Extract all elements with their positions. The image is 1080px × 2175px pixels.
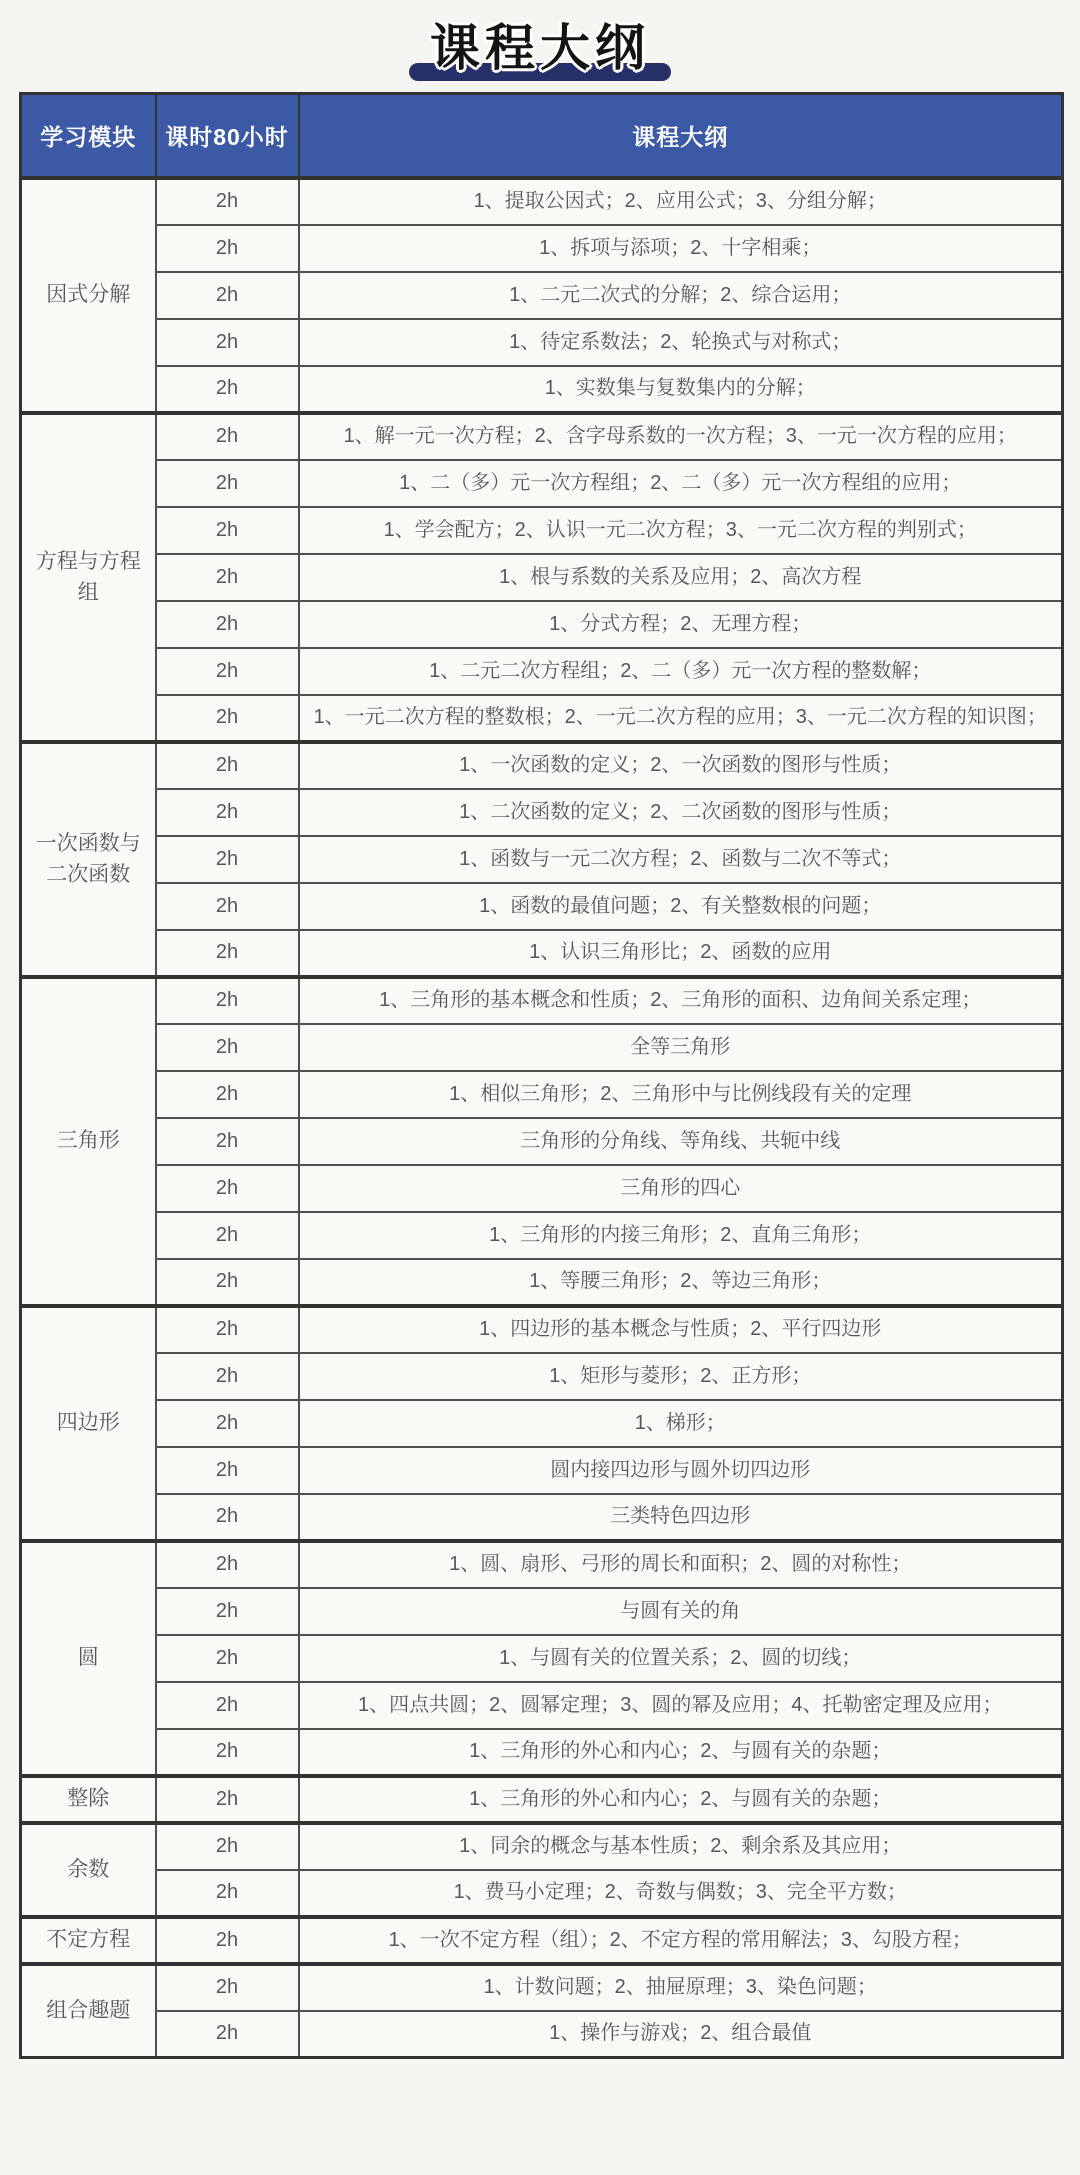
hours-cell: 2h (156, 1776, 299, 1823)
table-row (21, 930, 1063, 977)
module-cell: 整除 (21, 1776, 156, 1823)
module-cell: 不定方程 (21, 1917, 156, 1964)
hours-cell: 2h (156, 1870, 299, 1917)
outline-cell: 全等三角形 (299, 1024, 1063, 1071)
hours-cell: 2h (156, 1259, 299, 1306)
table-row (21, 1165, 1063, 1212)
table-row (21, 319, 1063, 366)
outline-cell: 与圆有关的角 (299, 1588, 1063, 1635)
table-row (21, 742, 1063, 789)
hours-cell: 2h (156, 1635, 299, 1682)
table-row (21, 789, 1063, 836)
table-row (21, 836, 1063, 883)
outline-cell: 1、一元二次方程的整数根；2、一元二次方程的应用；3、一元二次方程的知识图； (299, 695, 1063, 742)
header-cell-outline: 课程大纲 (299, 94, 1063, 178)
hours-cell: 2h (156, 1447, 299, 1494)
outline-cell: 1、操作与游戏；2、组合最值 (299, 2011, 1063, 2058)
table-row (21, 1400, 1063, 1447)
hours-cell: 2h (156, 930, 299, 977)
table-row (21, 225, 1063, 272)
table-row (21, 1917, 1063, 1964)
module-cell: 四边形 (21, 1306, 156, 1541)
table-row (21, 1823, 1063, 1870)
outline-cell: 1、四边形的基本概念与性质；2、平行四边形 (299, 1306, 1063, 1353)
hours-cell: 2h (156, 1353, 299, 1400)
outline-cell: 三角形的四心 (299, 1165, 1063, 1212)
hours-cell: 2h (156, 413, 299, 460)
module-cell: 一次函数与二次函数 (21, 742, 156, 977)
hours-cell: 2h (156, 225, 299, 272)
hours-cell: 2h (156, 1494, 299, 1541)
outline-cell: 1、四点共圆；2、圆幂定理；3、圆的幂及应用；4、托勒密定理及应用； (299, 1682, 1063, 1729)
outline-cell: 1、计数问题；2、抽屉原理；3、染色问题； (299, 1964, 1063, 2011)
hours-cell: 2h (156, 554, 299, 601)
hours-cell: 2h (156, 1588, 299, 1635)
outline-cell: 1、三角形的外心和内心；2、与圆有关的杂题； (299, 1729, 1063, 1776)
hours-cell: 2h (156, 1964, 299, 2011)
table-row (21, 1306, 1063, 1353)
table-row (21, 2011, 1063, 2058)
header-cell-module: 学习模块 (21, 94, 156, 178)
table-row (21, 1259, 1063, 1306)
outline-cell: 1、认识三角形比；2、函数的应用 (299, 930, 1063, 977)
outline-cell: 1、与圆有关的位置关系；2、圆的切线； (299, 1635, 1063, 1682)
table-row (21, 977, 1063, 1024)
outline-cell: 1、实数集与复数集内的分解； (299, 366, 1063, 413)
table-row (21, 1964, 1063, 2011)
outline-cell: 1、相似三角形；2、三角形中与比例线段有关的定理 (299, 1071, 1063, 1118)
hours-cell: 2h (156, 507, 299, 554)
table-row (21, 1071, 1063, 1118)
module-cell: 方程与方程组 (21, 413, 156, 742)
hours-cell: 2h (156, 1071, 299, 1118)
outline-cell: 1、根与系数的关系及应用；2、高次方程 (299, 554, 1063, 601)
table-row (21, 1118, 1063, 1165)
outline-cell: 三角形的分角线、等角线、共轭中线 (299, 1118, 1063, 1165)
outline-cell: 1、圆、扇形、弓形的周长和面积；2、圆的对称性； (299, 1541, 1063, 1588)
header-cell-hours: 课时80小时 (156, 94, 299, 178)
table-row (21, 695, 1063, 742)
outline-cell: 1、梯形； (299, 1400, 1063, 1447)
module-cell: 三角形 (21, 977, 156, 1306)
outline-cell: 1、函数的最值问题；2、有关整数根的问题； (299, 883, 1063, 930)
table-row (21, 178, 1063, 225)
table-row (21, 1494, 1063, 1541)
hours-cell: 2h (156, 883, 299, 930)
hours-cell: 2h (156, 1306, 299, 1353)
table-row (21, 1024, 1063, 1071)
outline-cell: 1、分式方程；2、无理方程； (299, 601, 1063, 648)
outline-cell: 1、学会配方；2、认识一元二次方程；3、一元二次方程的判别式； (299, 507, 1063, 554)
hours-cell: 2h (156, 1118, 299, 1165)
table-row (21, 1776, 1063, 1823)
hours-cell: 2h (156, 1917, 299, 1964)
hours-cell: 2h (156, 272, 299, 319)
hours-cell: 2h (156, 977, 299, 1024)
hours-cell: 2h (156, 2011, 299, 2058)
hours-cell: 2h (156, 1823, 299, 1870)
hours-cell: 2h (156, 601, 299, 648)
hours-cell: 2h (156, 1165, 299, 1212)
module-cell: 圆 (21, 1541, 156, 1776)
outline-cell: 1、三角形的基本概念和性质；2、三角形的面积、边角间关系定理； (299, 977, 1063, 1024)
table-header-row (21, 94, 1063, 178)
outline-cell: 1、解一元一次方程；2、含字母系数的一次方程；3、一元一次方程的应用； (299, 413, 1063, 460)
outline-cell: 1、二元二次方程组；2、二（多）元一次方程的整数解； (299, 648, 1063, 695)
table-row (21, 1212, 1063, 1259)
table-row (21, 366, 1063, 413)
table-row (21, 1870, 1063, 1917)
page-header (0, 0, 1080, 92)
table-row (21, 460, 1063, 507)
page-title: 课程大纲 (430, 20, 650, 76)
outline-cell: 1、三角形的外心和内心；2、与圆有关的杂题； (299, 1776, 1063, 1823)
outline-cell: 1、费马小定理；2、奇数与偶数；3、完全平方数； (299, 1870, 1063, 1917)
table-row (21, 1729, 1063, 1776)
outline-cell: 圆内接四边形与圆外切四边形 (299, 1447, 1063, 1494)
hours-cell: 2h (156, 695, 299, 742)
hours-cell: 2h (156, 1729, 299, 1776)
outline-cell: 1、同余的概念与基本性质；2、剩余系及其应用； (299, 1823, 1063, 1870)
table-row (21, 554, 1063, 601)
hours-cell: 2h (156, 1212, 299, 1259)
outline-cell: 1、三角形的内接三角形；2、直角三角形； (299, 1212, 1063, 1259)
outline-cell: 1、提取公因式；2、应用公式；3、分组分解； (299, 178, 1063, 225)
outline-cell: 1、矩形与菱形；2、正方形； (299, 1353, 1063, 1400)
hours-cell: 2h (156, 836, 299, 883)
outline-cell: 1、等腰三角形；2、等边三角形； (299, 1259, 1063, 1306)
module-cell: 余数 (21, 1823, 156, 1917)
outline-cell: 1、待定系数法；2、轮换式与对称式； (299, 319, 1063, 366)
outline-cell: 1、二（多）元一次方程组；2、二（多）元一次方程组的应用； (299, 460, 1063, 507)
table-row (21, 1635, 1063, 1682)
table-body (21, 178, 1063, 2058)
module-cell: 组合趣题 (21, 1964, 156, 2058)
table-row (21, 1682, 1063, 1729)
outline-cell: 1、二次函数的定义；2、二次函数的图形与性质； (299, 789, 1063, 836)
hours-cell: 2h (156, 319, 299, 366)
hours-cell: 2h (156, 742, 299, 789)
table-row (21, 1447, 1063, 1494)
table-row (21, 648, 1063, 695)
outline-cell: 1、二元二次式的分解；2、综合运用； (299, 272, 1063, 319)
outline-cell: 1、一次不定方程（组）；2、不定方程的常用解法；3、勾股方程； (299, 1917, 1063, 1964)
table-row (21, 1353, 1063, 1400)
outline-cell: 三类特色四边形 (299, 1494, 1063, 1541)
hours-cell: 2h (156, 789, 299, 836)
outline-cell: 1、一次函数的定义；2、一次函数的图形与性质； (299, 742, 1063, 789)
hours-cell: 2h (156, 1541, 299, 1588)
table-row (21, 1541, 1063, 1588)
hours-cell: 2h (156, 366, 299, 413)
table-row (21, 1588, 1063, 1635)
hours-cell: 2h (156, 1682, 299, 1729)
table-row (21, 601, 1063, 648)
table-row (21, 272, 1063, 319)
hours-cell: 2h (156, 648, 299, 695)
table-row (21, 413, 1063, 460)
module-cell: 因式分解 (21, 178, 156, 413)
table-row (21, 507, 1063, 554)
outline-cell: 1、拆项与添项；2、十字相乘； (299, 225, 1063, 272)
hours-cell: 2h (156, 1400, 299, 1447)
course-outline-table (19, 92, 1064, 2059)
hours-cell: 2h (156, 1024, 299, 1071)
outline-cell: 1、函数与一元二次方程；2、函数与二次不等式； (299, 836, 1063, 883)
hours-cell: 2h (156, 460, 299, 507)
hours-cell: 2h (156, 178, 299, 225)
table-row (21, 883, 1063, 930)
